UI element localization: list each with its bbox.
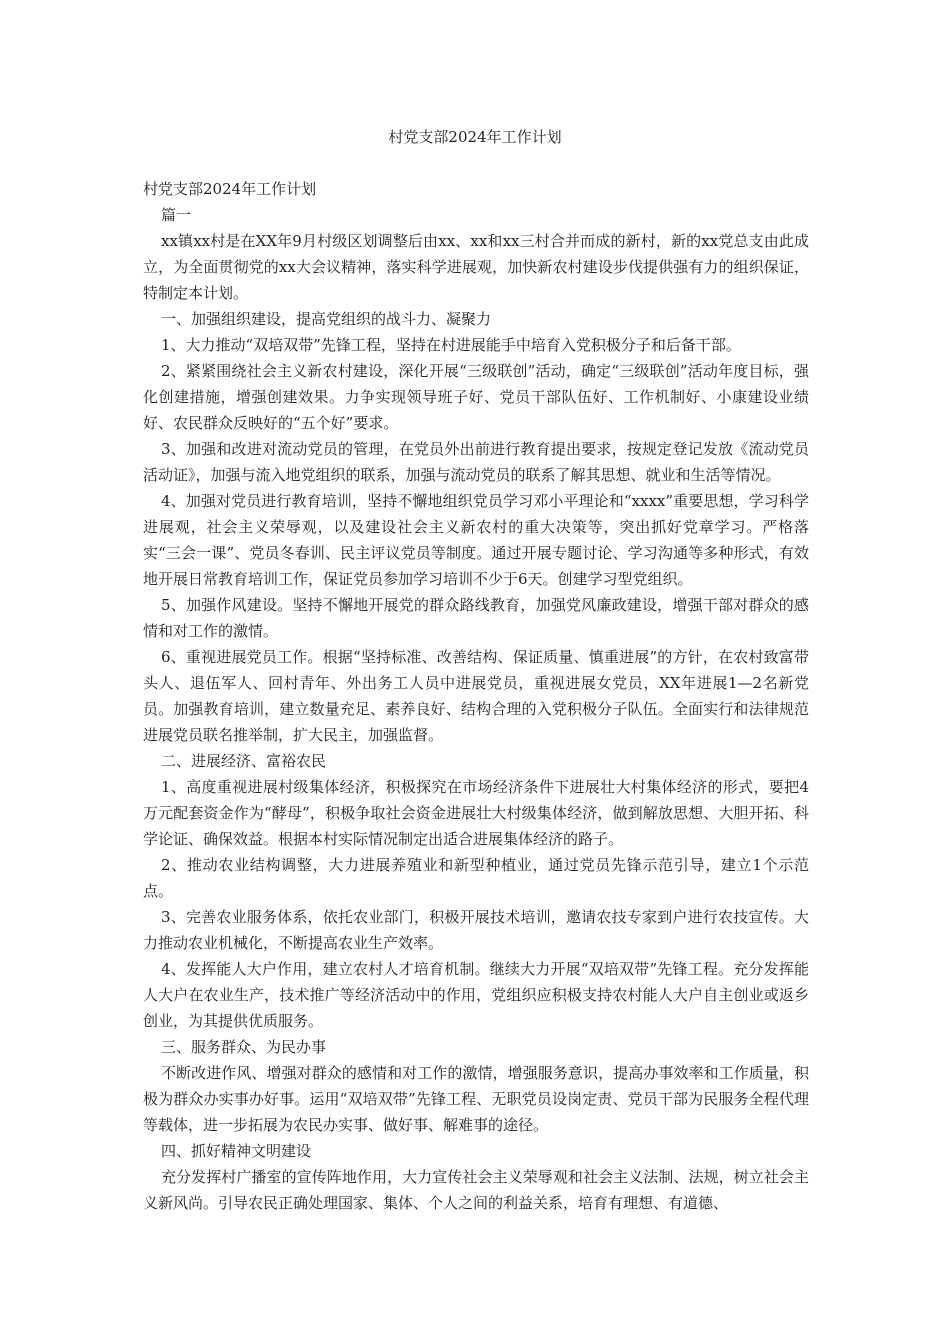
intro-paragraph: xx镇xx村是在XX年9月村级区划调整后由xx、xx和xx三村合并而成的新村，新的xx党总支由此成立，为全面贯彻党的xx大会议精神，落实科学进展观，加快新农村建设步伐提供强有力的组织保证，特制定本计划。: [143, 232, 809, 302]
document-body: [143, 176, 809, 1216]
paragraph-1-1: 1、大力推动“双培双带”先锋工程，坚持在村进展能手中培育入党积极分子和后备干部。: [161, 336, 741, 354]
paragraph-2-2: 2、推动农业结构调整，大力进展养殖业和新型种植业，通过党员先锋示范引导，建立1个示范点。: [143, 856, 809, 900]
section-heading-4: 四、抓好精神文明建设: [161, 1142, 312, 1160]
paragraph-1-4: 4、加强对党员进行教育培训，坚持不懈地组织党员学习邓小平理论和“xxxx”重要思想，学习科学进展观，社会主义荣辱观，以及建设社会主义新农村的重大决策等，突出抓好党章学习。严格落实“三会一课”、党员冬春训、民主评议党员等制度。通过开展专题讨论、学习沟通等多种形式，有效地开展日常教育培训工作，保证党员参加学习培训不少于6天。创建学习型党组织。: [143, 492, 809, 588]
paragraph-2-4: 4、发挥能人大户作用，建立农村人才培育机制。继续大力开展“双培双带”先锋工程。充分发挥能人大户在农业生产，技术推广等经济活动中的作用，党组织应积极支持农村能人大户自主创业或返乡创业，为其提供优质服务。: [143, 960, 809, 1030]
subtitle: 村党支部2024年工作计划: [143, 180, 317, 198]
section-label: 篇一: [161, 206, 192, 224]
paragraph-2-1: 1、高度重视进展村级集体经济，积极探究在市场经济条件下进展壮大村集体经济的形式，要把4万元配套资金作为“酵母”，积极争取社会资金进展壮大村级集体经济，做到解放思想、大胆开拓、科学论证、确保效益。根据本村实际情况制定出适合进展集体经济的路子。: [143, 778, 809, 848]
section-heading-1: 一、加强组织建设，提高党组织的战斗力、凝聚力: [161, 310, 492, 328]
document-title: 村党支部2024年工作计划: [388, 128, 562, 146]
paragraph-3-1: 不断改进作风、增强对群众的感情和对工作的激情，增强服务意识，提高办事效率和工作质量，积极为群众办实事办好事。运用“双培双带”先锋工程、无职党员设岗定责、党员干部为民服务全程代理等载体，进一步拓展为农民办实事、做好事、解难事的途径。: [143, 1064, 809, 1134]
paragraph-4-1: 充分发挥村广播室的宣传阵地作用，大力宣传社会主义荣辱观和社会主义法制、法规，树立社会主义新风尚。引导农民正确处理国家、集体、个人之间的利益关系，培育有理想、有道德、: [143, 1168, 809, 1212]
section-heading-3: 三、服务群众、为民办事: [161, 1038, 327, 1056]
paragraph-2-3: 3、完善农业服务体系，依托农业部门，积极开展技术培训，邀请农技专家到户进行农技宣传。大力推动农业机械化，不断提高农业生产效率。: [143, 908, 809, 952]
section-heading-2: 二、进展经济、富裕农民: [161, 752, 327, 770]
paragraph-1-5: 5、加强作风建设。坚持不懈地开展党的群众路线教育，加强党风廉政建设，增强干部对群众的感情和对工作的激情。: [143, 596, 809, 640]
paragraph-1-2: 2、紧紧围绕社会主义新农村建设，深化开展“三级联创”活动，确定“三级联创”活动年度目标，强化创建措施，增强创建效果。力争实现领导班子好、党员干部队伍好、工作机制好、小康建设业绩好、农民群众反映好的“五个好”要求。: [143, 362, 809, 432]
paragraph-1-3: 3、加强和改进对流动党员的管理，在党员外出前进行教育提出要求，按规定登记发放《流动党员活动证》，加强与流入地党组织的联系，加强与流动党员的联系了解其思想、就业和生活等情况。: [143, 440, 809, 484]
paragraph-1-6: 6、重视进展党员工作。根据“坚持标准、改善结构、保证质量、慎重进展”的方针，在农村致富带头人、退伍军人、回村青年、外出务工人员中进展党员，重视进展女党员，XX年进展1—2名新党员。加强教育培训，建立数量充足、素养良好、结构合理的入党积极分子队伍。全面实行和法律规范进展党员联名推举制，扩大民主，加强监督。: [143, 648, 809, 744]
